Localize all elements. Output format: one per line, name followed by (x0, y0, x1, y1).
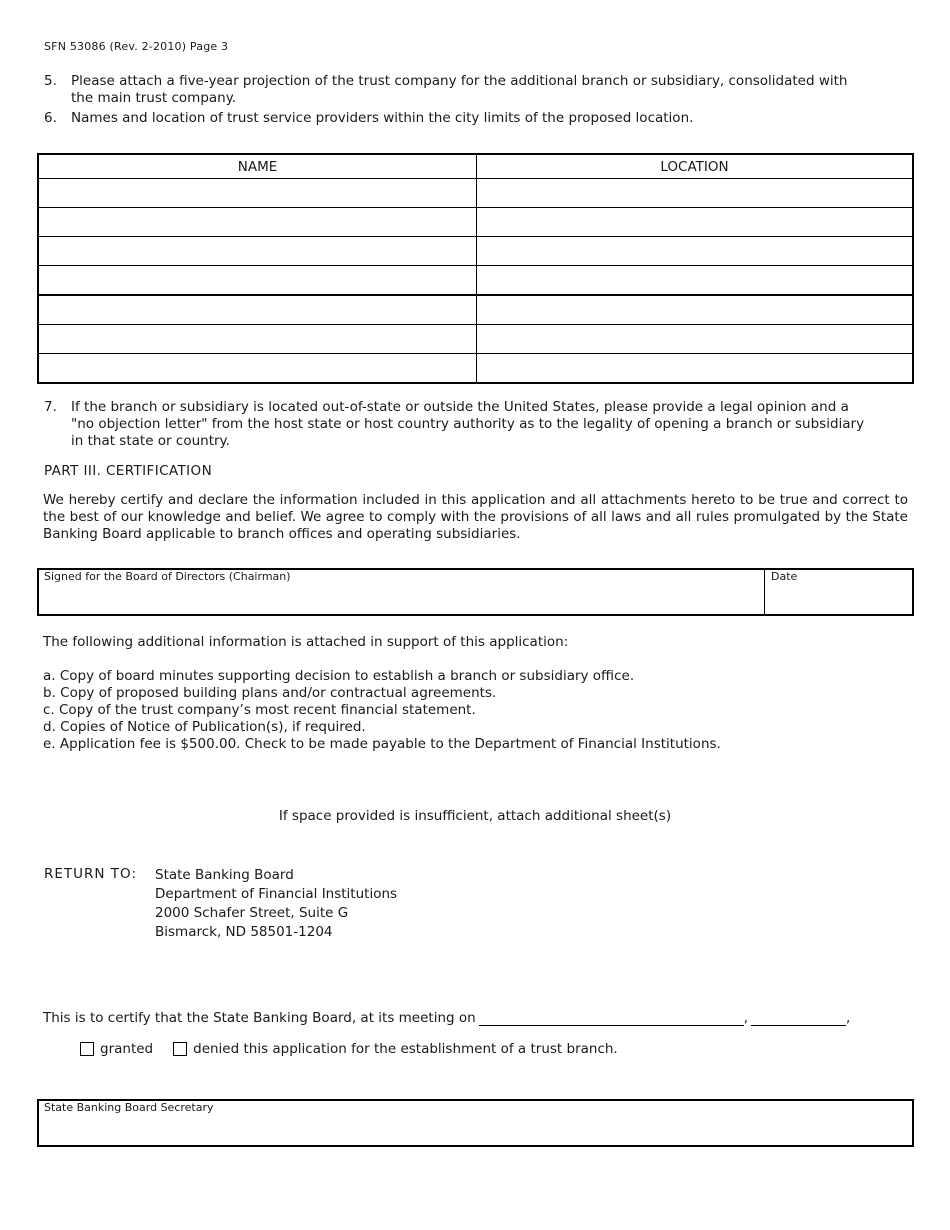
table-row (38, 208, 913, 237)
chairman-signature-box[interactable] (37, 568, 914, 616)
location-cell[interactable] (477, 237, 914, 266)
certify-text: This is to certify that the State Banking Board, at its meeting on (43, 1010, 476, 1026)
item-6-text: Names and location of trust service providers within the city limits of the proposed location. (71, 110, 694, 126)
item-7-number: 7. (44, 399, 57, 415)
date-label: Date (771, 570, 798, 583)
name-cell[interactable] (38, 208, 477, 237)
address-line: Bismarck, ND 58501-1204 (155, 924, 333, 940)
board-certify-line: This is to certify that the State Banking Board, at its meeting on , , (43, 1010, 851, 1026)
return-to-label: RETURN TO: (44, 866, 137, 882)
granted-checkbox[interactable] (80, 1042, 94, 1056)
location-cell[interactable] (477, 208, 914, 237)
list-item: c. Copy of the trust company’s most recent financial statement. (43, 702, 476, 718)
location-cell[interactable] (477, 179, 914, 208)
location-cell[interactable] (477, 325, 914, 354)
additional-info-intro: The following additional information is attached in support of this application: (43, 634, 569, 650)
table-row (38, 295, 913, 325)
item-7 (44, 399, 874, 450)
list-item: b. Copy of proposed building plans and/or contractual agreements. (43, 685, 497, 701)
form-header: SFN 53086 (Rev. 2-2010) Page 3 (44, 40, 229, 53)
list-item: a. Copy of board minutes supporting decision to establish a branch or subsidiary office. (43, 668, 635, 684)
item-6-number: 6. (44, 110, 57, 126)
space-note: If space provided is insufficient, attach additional sheet(s) (278, 808, 672, 824)
part-3-heading: PART III. CERTIFICATION (44, 463, 213, 479)
meeting-date-field[interactable] (479, 1008, 744, 1026)
column-header-location: LOCATION (477, 154, 914, 179)
denied-label: denied this application for the establishment of a trust branch. (193, 1041, 618, 1057)
name-cell[interactable] (38, 237, 477, 266)
attachments-list (43, 668, 721, 753)
list-item: e. Application fee is $500.00. Check to be made payable to the Department of Financial Institutions. (43, 736, 721, 752)
secretary-signature-box[interactable] (37, 1099, 914, 1147)
denied-checkbox[interactable] (173, 1042, 187, 1056)
table-row (38, 266, 913, 296)
name-cell[interactable] (38, 266, 477, 296)
granted-label: granted (100, 1041, 154, 1057)
certification-text: We hereby certify and declare the information included in this application and all attachments hereto to be true and correct to the best of our knowledge and belief. We agree to comply with the provisions of all laws and all rules promulgated by the State Banking Board applicable to branch offices and operating subsidiaries. (43, 492, 908, 542)
address-line: State Banking Board (155, 867, 294, 883)
item-6 (44, 110, 914, 127)
table-row (38, 237, 913, 266)
return-address (155, 866, 397, 942)
decision-options (80, 1041, 618, 1057)
location-cell[interactable] (477, 295, 914, 325)
list-item: d. Copies of Notice of Publication(s), if required. (43, 719, 366, 735)
item-5-text: Please attach a five-year projection of the trust company for the additional branch or subsidiary, consolidated with the main trust company. (71, 73, 848, 106)
location-cell[interactable] (477, 266, 914, 296)
table-row (38, 354, 913, 384)
location-cell[interactable] (477, 354, 914, 384)
name-cell[interactable] (38, 325, 477, 354)
item-5 (44, 73, 864, 107)
providers-table (37, 153, 914, 384)
column-header-name: NAME (38, 154, 477, 179)
item-5-number: 5. (44, 73, 57, 89)
name-cell[interactable] (38, 295, 477, 325)
table-row (38, 179, 913, 208)
name-cell[interactable] (38, 354, 477, 384)
name-cell[interactable] (38, 179, 477, 208)
signature-label: Signed for the Board of Directors (Chairman) (44, 570, 291, 583)
item-7-text: If the branch or subsidiary is located out-of-state or outside the United States, please provide a legal opinion and a "no objection letter" from the host state or host country authority as to the legality of opening a branch or subsidiary in that state or country. (71, 399, 865, 449)
address-line: Department of Financial Institutions (155, 886, 398, 902)
address-line: 2000 Schafer Street, Suite G (155, 905, 349, 921)
meeting-year-field[interactable] (751, 1008, 846, 1026)
table-row (38, 325, 913, 354)
signature-date-divider (764, 570, 765, 614)
secretary-label: State Banking Board Secretary (44, 1101, 214, 1114)
